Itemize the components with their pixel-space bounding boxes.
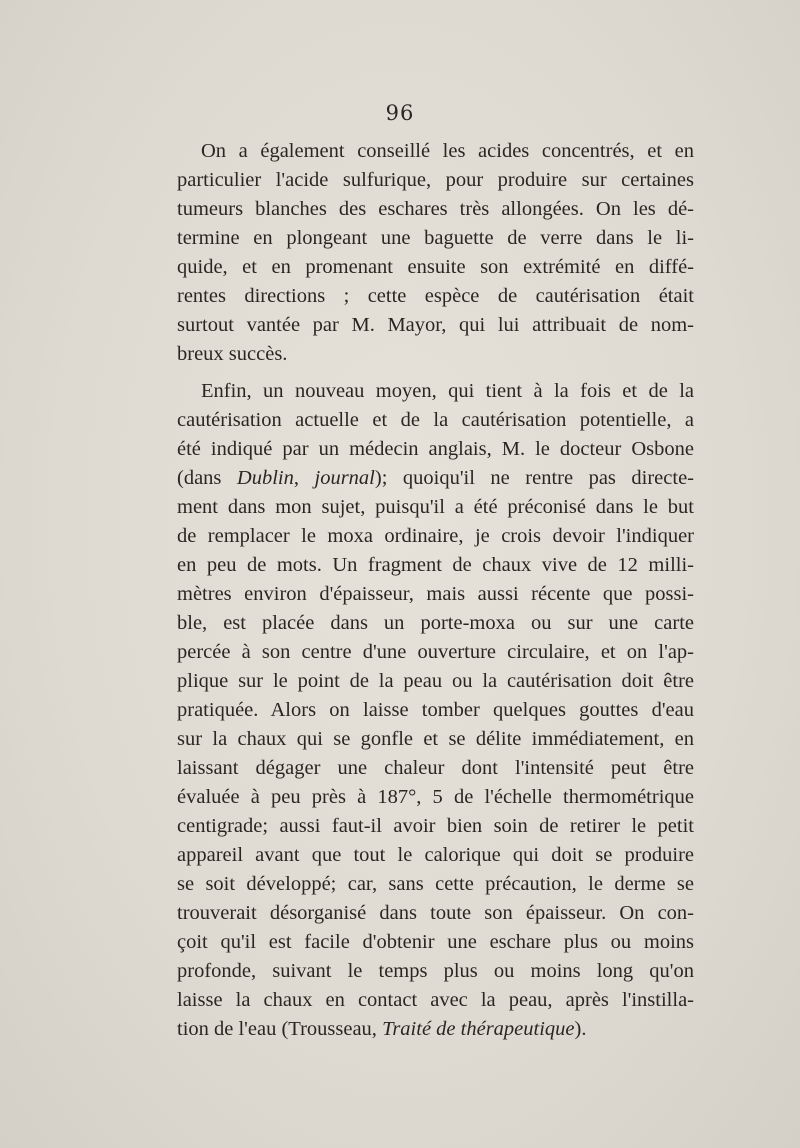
text-line (177, 1015, 694, 1044)
text-line: quide, et en promenant ensuite son extrémité en diffé- (177, 256, 694, 278)
text-line: évaluée à peu près à 187°, 5 de l'échelle thermométrique (177, 786, 694, 808)
text-line: Enfin, un nouveau moyen, qui tient à la fois et de la (201, 380, 694, 402)
text-line: termine en plongeant une baguette de verre dans le li- (177, 227, 694, 249)
text-segment: ); quoiqu'il ne rentre pas directe- (374, 467, 694, 489)
italic-title-traite: Traité de thérapeutique (382, 1018, 575, 1040)
italic-title-journal: journal (314, 467, 375, 489)
text-line (177, 464, 694, 493)
text-line: trouverait désorganisé dans toute son épaisseur. On con- (177, 902, 694, 924)
text-line: tumeurs blanches des eschares très allongées. On les dé- (177, 198, 694, 220)
paragraph-2 (177, 377, 694, 1044)
text-line: en peu de mots. Un fragment de chaux vive de 12 milli- (177, 554, 694, 576)
text-line: se soit développé; car, sans cette précaution, le derme se (177, 873, 694, 895)
paragraph-gap (177, 369, 694, 377)
text-segment: ). (574, 1018, 587, 1040)
body-text (177, 137, 694, 1044)
text-segment: (dans (177, 467, 237, 489)
text-line: centigrade; aussi faut-il avoir bien soin de retirer le petit (177, 815, 694, 837)
text-segment: , (293, 467, 315, 489)
text-line: rentes directions ; cette espèce de cautérisation était (177, 285, 694, 307)
text-line: de remplacer le moxa ordinaire, je crois devoir l'indiquer (177, 525, 694, 547)
text-segment: tion de l'eau (Trousseau, (177, 1018, 383, 1040)
text-line: breux succès. (177, 343, 288, 365)
text-line: çoit qu'il est facile d'obtenir une eschare plus ou moins (177, 931, 694, 953)
text-line: ment dans mon sujet, puisqu'il a été préconisé dans le but (177, 496, 694, 518)
text-line: ble, est placée dans un porte-moxa ou sur une carte (177, 612, 694, 634)
text-line: mètres environ d'épaisseur, mais aussi récente que possi- (177, 583, 694, 605)
paragraph-1 (177, 137, 694, 369)
text-line: particulier l'acide sulfurique, pour produire sur certaines (177, 169, 694, 191)
italic-title-dublin: Dublin (236, 467, 294, 489)
text-line: pratiquée. Alors on laisse tomber quelques gouttes d'eau (177, 699, 694, 721)
text-line: On a également conseillé les acides concentrés, et en (201, 140, 694, 162)
text-line: été indiqué par un médecin anglais, M. le docteur Osbone (177, 438, 694, 460)
page-number: 96 (385, 101, 415, 125)
text-line: profonde, suivant le temps plus ou moins long qu'on (177, 960, 694, 982)
text-line: surtout vantée par M. Mayor, qui lui attribuait de nom- (177, 314, 694, 336)
text-line: cautérisation actuelle et de la cautérisation potentielle, a (177, 409, 694, 431)
text-line: appareil avant que tout le calorique qui doit se produire (177, 844, 694, 866)
text-line: plique sur le point de la peau ou la cautérisation doit être (177, 670, 694, 692)
text-line: sur la chaux qui se gonfle et se délite immédiatement, en (177, 728, 694, 750)
text-line: laissant dégager une chaleur dont l'intensité peut être (177, 757, 694, 779)
text-line: laisse la chaux en contact avec la peau, après l'instilla- (177, 989, 694, 1011)
text-line: percée à son centre d'une ouverture circulaire, et on l'ap- (177, 641, 694, 663)
